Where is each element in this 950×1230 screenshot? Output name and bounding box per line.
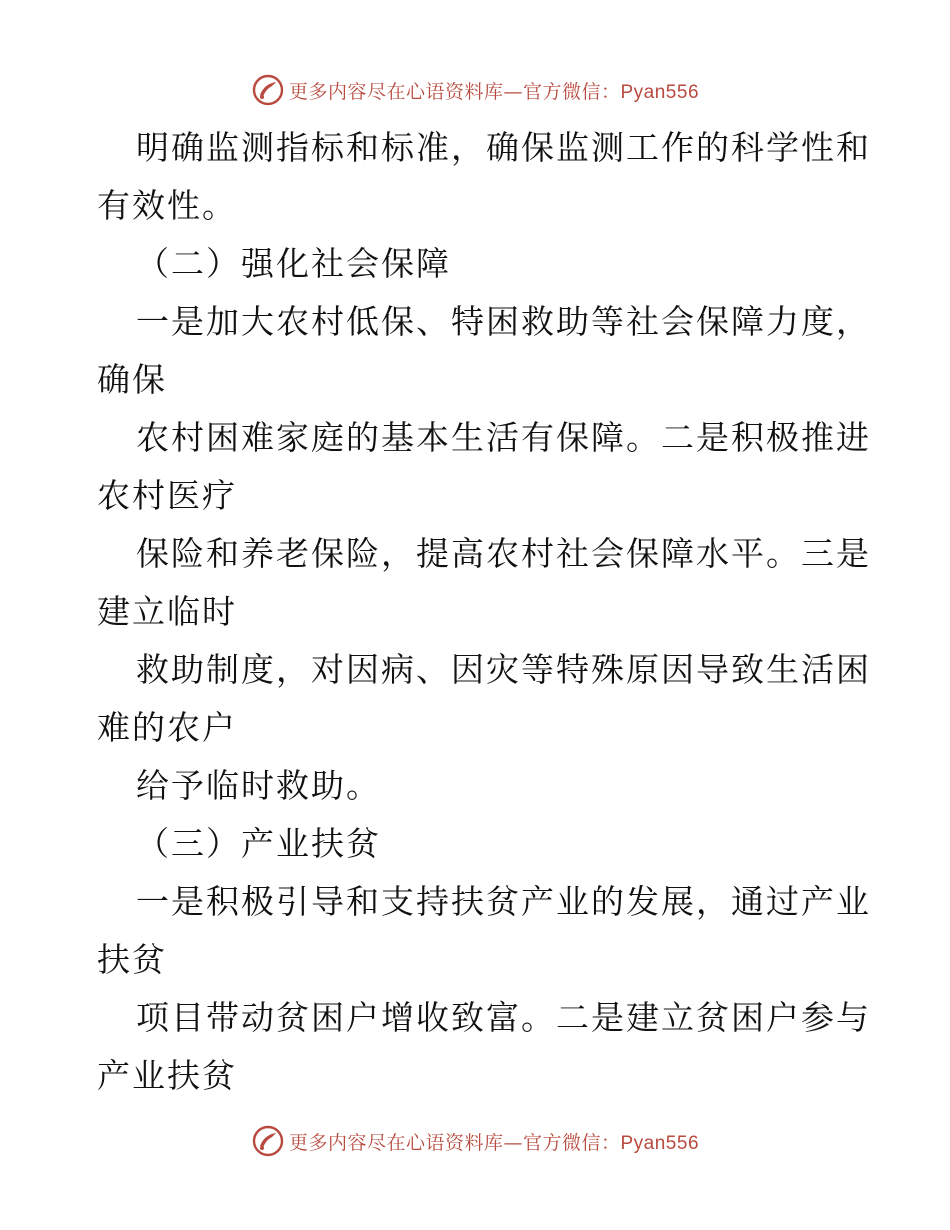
watermark-dash: — xyxy=(503,80,523,103)
section-heading: （三）产业扶贫 xyxy=(136,824,381,863)
footer-watermark xyxy=(0,1121,950,1161)
text-line: 一是积极引导和支持扶贫产业的发展，通过产业 xyxy=(136,882,871,921)
text-line: 农村困难家庭的基本生活有保障。二是积极推进 xyxy=(136,418,871,457)
watermark-text xyxy=(289,1128,699,1155)
text-line: 一是加大农村低保、特困救助等社会保障力度， xyxy=(136,302,871,341)
hand-pen-logo-icon xyxy=(251,73,285,107)
header-watermark xyxy=(0,70,950,110)
text-line: 扶贫 xyxy=(97,940,167,979)
text-line: 有效性。 xyxy=(97,186,237,225)
text-line: 难的农户 xyxy=(97,708,237,747)
hand-pen-logo-icon xyxy=(251,1124,285,1158)
watermark-main: 更多内容尽在心语资料库 xyxy=(288,80,504,103)
text-line: 产业扶贫 xyxy=(97,1056,237,1095)
watermark-official: 官方微信： xyxy=(522,1131,621,1154)
text-line: 保险和养老保险，提高农村社会保障水平。三是 xyxy=(136,534,871,573)
watermark-text xyxy=(289,77,699,104)
text-line: 给予临时救助。 xyxy=(136,766,381,805)
watermark-wechat-id: Pyan556 xyxy=(620,1132,700,1154)
watermark-wechat-id: Pyan556 xyxy=(620,81,700,103)
text-line: 建立临时 xyxy=(97,592,237,631)
watermark-main: 更多内容尽在心语资料库 xyxy=(288,1131,504,1154)
text-line: 明确监测指标和标准，确保监测工作的科学性和 xyxy=(136,128,871,167)
text-line: 救助制度，对因病、因灾等特殊原因导致生活困 xyxy=(136,650,871,689)
watermark-dash: — xyxy=(503,1131,523,1154)
text-line: 农村医疗 xyxy=(97,476,237,515)
watermark-official: 官方微信： xyxy=(522,80,621,103)
text-line: 项目带动贫困户增收致富。二是建立贫困户参与 xyxy=(136,998,871,1037)
section-heading: （二）强化社会保障 xyxy=(136,244,451,283)
text-line: 确保 xyxy=(97,360,167,399)
